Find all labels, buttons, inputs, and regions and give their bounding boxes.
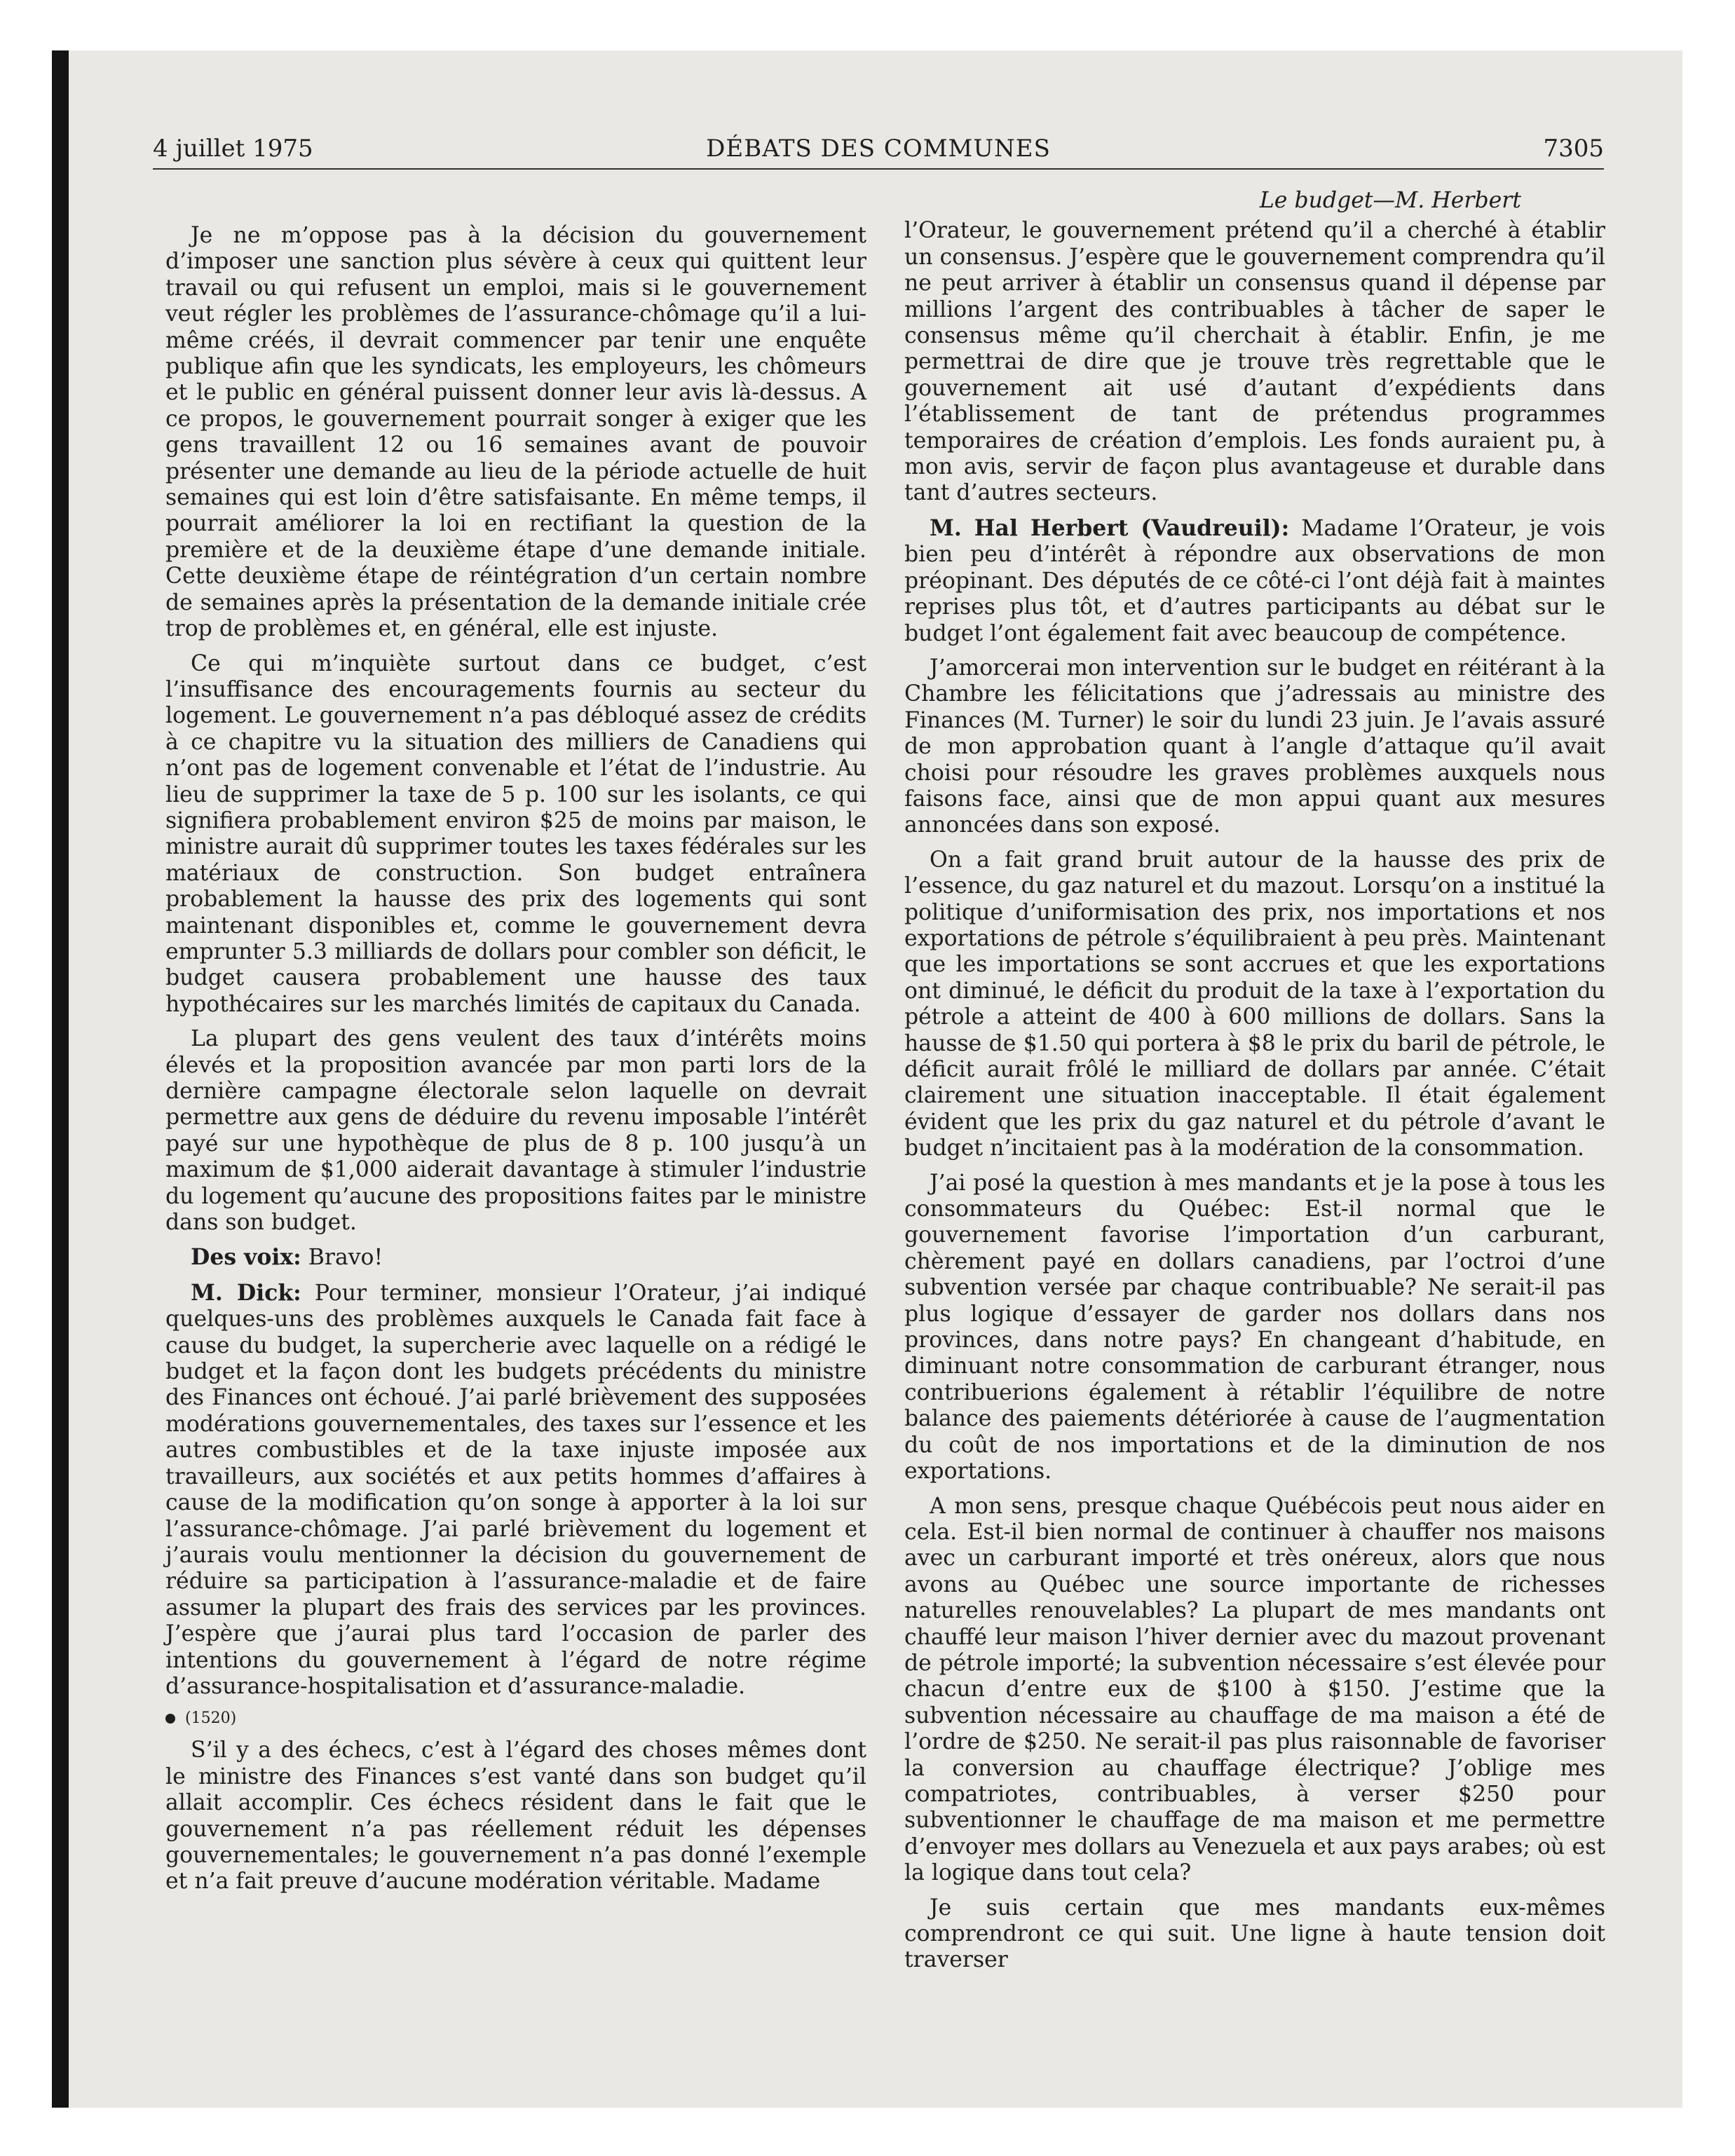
paragraph: On a fait grand bruit autour de la hausse des prix de l’essence, du gaz naturel et du mazout. Lorsqu’on a institué la politique d’uniformisation des prix, nos importations et nos exportations de pétrole s’équilibraient à peu près. Maintenant que les importations se sont accrues et que les exportations ont diminué, le déficit du produit de la taxe à l’exportation du pétrole a atteint de 400 à 600 millions de dollars. Sans la hausse de $1.50 qui portera à $8 le prix du baril de pétrole, le déficit aurait frôlé le milliard de dollars par année. C’était clairement une situation inacceptable. Il était également évident que les prix du gaz naturel et du pétrole d’avant le budget n’incitaient pas à la modération de la consommation. <box>904 847 1605 1161</box>
running-head: Le budget—M. Herbert <box>1259 188 1521 213</box>
speech-text: Bravo! <box>301 1245 383 1271</box>
speaker-name: M. Hal Herbert (Vaudreuil): <box>930 514 1290 541</box>
speech <box>165 1280 866 1700</box>
speaker-name: M. Dick: <box>191 1279 301 1306</box>
paragraph: J’ai posé la question à mes mandants et je la pose à tous les consommateurs du Québec: Est-il normal que le gouvernement favorise l’importation d’un carburant, chèrement payé en dollars canadiens, par l’octroi d’une subvention versée par chaque contribuable? Ne serait-il pas plus logique d’essayer de garder nos dollars dans nos provinces, dans notre pays? En changeant d’habitude, en diminuant notre consommation de carburant étranger, nous contribuerions également à rétablir l’équilibre de notre balance des paiements détériorée à cause de l’augmentation du coût de nos importations et de la diminution de nos exportations. <box>904 1170 1605 1485</box>
header-title: DÉBATS DES COMMUNES <box>706 135 1051 163</box>
right-column <box>904 188 1605 1982</box>
page-header <box>153 132 1604 170</box>
paragraph: A mon sens, presque chaque Québécois peut nous aider en cela. Est-il bien normal de continuer à chauffer nos maisons avec un carburant importé et très onéreux, alors que nous avons au Québec une source importante de richesses naturelles renouvelables? La plupart de mes mandants ont chauffé leur maison l’hiver dernier avec du mazout provenant de pétrole importé; la subvention nécessaire s’est élevée pour chacun d’entre eux de $100 à $150. J’estime que la subvention nécessaire au chauffage de ma maison a été de l’ordre de $250. Ne serait-il pas plus raisonnable de favoriser la conversion au chauffage électrique? J’oblige mes compatriotes, contribuables, à verser $250 pour subventionner le chauffage de ma maison et me permettre d’envoyer mes dollars au Venezuela et aux pays arabes; où est la logique dans tout cela? <box>904 1493 1605 1886</box>
timestamp-text: (1520) <box>185 1710 237 1728</box>
paragraph: J’amorcerai mon intervention sur le budget en réitérant à la Chambre les félicitations que j’adressais au ministre des Finances (M. Turner) le soir du lundi 23 juin. Je l’avais assuré de mon approbation quant à l’angle d’attaque qu’il avait choisi pour résoudre les graves problèmes auxquels nous faisons face, ainsi que de mon appui quant aux mesures annoncées dans son exposé. <box>904 655 1605 838</box>
paragraph: La plupart des gens veulent des taux d’intérêts moins élevés et la proposition avancée par mon parti lors de la dernière campagne électorale selon laquelle on devrait permettre aux gens de déduire du revenu imposable l’intérêt payé sur une hypothèque de plus de 8 p. 100 jusqu’à un maximum de $1,000 aiderait davantage à stimuler l’industrie du logement qu’aucune des propositions faites par le ministre dans son budget. <box>165 1026 866 1236</box>
paragraph: Ce qui m’inquiète surtout dans ce budget, c’est l’insuffisance des encouragements fournis au secteur du logement. Le gouvernement n’a pas débloqué assez de crédits à ce chapitre vu la situation des milliers de Canadiens qui n’ont pas de logement convenable et l’état de l’industrie. Au lieu de supprimer la taxe de 5 p. 100 sur les isolants, ce qui signifiera probablement environ $25 de moins par maison, le ministre aurait dû supprimer toutes les taxes fédérales sur les matériaux de construction. Son budget entraînera probablement la hausse des prix des logements qui sont maintenant disponibles et, comme le gouvernement devra emprunter 5.3 milliards de dollars pour combler son déficit, le budget causera probablement une hausse des taux hypothécaires sur les marchés limités de capitaux du Canada. <box>165 650 866 1017</box>
left-column <box>165 223 866 1904</box>
paragraph: Je suis certain que mes mandants eux-mêmes comprendront ce qui suit. Une ligne à haute tension doit traverser <box>904 1895 1605 1973</box>
interjection <box>165 1244 866 1271</box>
timestamp <box>165 1708 866 1729</box>
speech <box>904 515 1605 647</box>
header-date: 4 juillet 1975 <box>153 135 313 163</box>
speech-text: Pour terminer, monsieur l’Orateur, j’ai indiqué quelques-uns des problèmes auxquels le Canada fait face à cause du budget, la supercherie avec laquelle on a rédigé le budget et la façon dont les budgets précédents du ministre des Finances ont échoué. J’ai parlé brièvement des supposées modérations gouvernementales, des taxes sur l’essence et les autres combustibles et de la taxe injuste imposée aux travailleurs, aux sociétés et aux petits hommes d’affaires à cause de la modification qu’on songe à apporter à la loi sur l’assurance-chômage. J’ai parlé brièvement du logement et j’aurais voulu mentionner la décision du gouvernement de réduire sa participation à l’assurance-maladie et de faire assumer la plupart des frais des services par les provinces. J’espère que j’aurai plus tard l’occasion de parler des intentions du gouvernement à l’égard de notre régime d’assurance-hospitalisation et d’assurance-maladie. <box>165 1280 866 1699</box>
page-number: 7305 <box>1543 135 1604 163</box>
speaker-name: Des voix: <box>191 1244 301 1271</box>
paragraph: S’il y a des échecs, c’est à l’égard des choses mêmes dont le ministre des Finances s’est vanté dans son budget qu’il allait accomplir. Ces échecs résident dans le fait que le gouvernement n’a pas réellement réduit les dépenses gouvernementales; le gouvernement n’a pas donné l’exemple et n’a fait preuve d’aucune modération véritable. Madame <box>165 1738 866 1895</box>
paragraph: l’Orateur, le gouvernement prétend qu’il a cherché à établir un consensus. J’espère que le gouvernement comprendra qu’il ne peut arriver à établir un consensus quand il dépense par millions l’argent des contribuables à tâcher de saper le consensus même qu’il cherchait à établir. Enfin, je me permettrai de dire que je trouve très regrettable que le gouvernement ait usé d’autant d’expédients dans l’établissement de tant de prétendus programmes temporaires de création d’emplois. Les fonds auraient pu, à mon avis, servir de façon plus avantageuse et durable dans tant d’autres secteurs. <box>904 218 1605 506</box>
scan-left-edge <box>52 50 69 2108</box>
bullet-icon <box>165 1714 175 1724</box>
speech-text: Madame l’Orateur, je vois bien peu d’intérêt à répondre aux observations de mon préopinant. Des députés de ce côté-ci l’ont déjà fait à maintes reprises plus tôt, et d’autres participants au débat sur le budget l’ont également fait avec beaucoup de compétence. <box>904 515 1605 646</box>
paragraph: Je ne m’oppose pas à la décision du gouvernement d’imposer une sanction plus sévère à ceux qui quittent leur travail ou qui refusent un emploi, mais si le gouvernement veut régler les problèmes de l’assurance-chômage qu’il a lui-même créés, il devrait commencer par tenir une enquête publique afin que les syndicats, les employeurs, les chômeurs et le public en général puissent donner leur avis là-dessus. A ce propos, le gouvernement pourrait songer à exiger que les gens travaillent 12 ou 16 semaines avant de pouvoir présenter une demande au lieu de la période actuelle de huit semaines qui est loin d’être satisfaisante. En même temps, il pourrait améliorer la loi en rectifiant la question de la première et de la deuxième étape d’une demande initiale. Cette deuxième étape de réintégration d’un certain nombre de semaines après la présentation de la demande initiale crée trop de problèmes et, en général, elle est injuste. <box>165 223 866 642</box>
